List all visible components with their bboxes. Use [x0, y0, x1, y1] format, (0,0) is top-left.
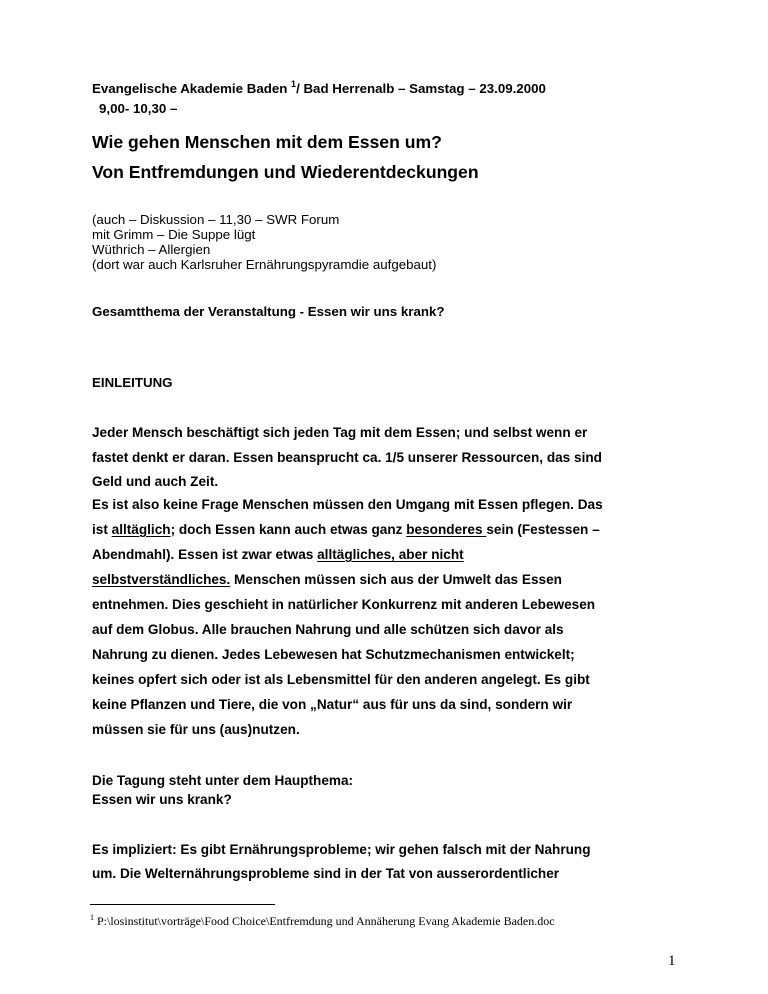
note-line: (auch – Diskussion – 11,30 – SWR Forum: [92, 212, 340, 227]
paragraph-line: müssen sie für uns (aus)nutzen.: [92, 722, 300, 737]
section-heading: EINLEITUNG: [92, 375, 173, 390]
header-line: Evangelische Akademie Baden $^1$/ Bad Herrenalb – Samstag – 23.09.2000: [92, 79, 546, 96]
paragraph-line: Abendmahl). Essen ist zwar etwas alltägliches, aber nicht: [92, 547, 464, 562]
paragraph-line: Die Tagung steht unter dem Haupthema:: [92, 773, 354, 788]
note-line: (dort war auch Karlsruher Ernährungspyramdie aufgebaut): [92, 257, 437, 272]
paragraph-line: Essen wir uns krank?: [92, 792, 232, 807]
paragraph-line: auf dem Globus. Alle brauchen Nahrung und alle schützen sich davor als: [92, 622, 564, 637]
paragraph-line: Jeder Mensch beschäftigt sich jeden Tag mit dem Essen; und selbst wenn er: [92, 425, 588, 440]
underlined-word: alltäglich: [111, 522, 171, 537]
paragraph-line: keine Pflanzen und Tiere, die von „Natur“ aus für uns da sind, sondern wir: [92, 697, 573, 712]
footnote: $^1$ P:\losinstitut\vorträge\Food Choice\Entfremdung und Annäherung Evang Akademie Baden.doc: [90, 913, 555, 928]
page-subtitle: Von Entfremdungen und Wiederentdeckungen: [92, 162, 479, 182]
underlined-phrase: selbstverständliches.: [92, 572, 231, 587]
note-line: Wüthrich – Allergien: [92, 242, 211, 257]
paragraph-line: selbstverständliches. Menschen müssen sich aus der Umwelt das Essen: [92, 572, 562, 587]
paragraph-line: Es impliziert: Es gibt Ernährungsprobleme; wir gehen falsch mit der Nahrung: [92, 842, 591, 857]
paragraph-line: entnehmen. Dies geschieht in natürlicher Konkurrenz mit anderen Lebewesen: [92, 597, 596, 612]
footnote-separator: [90, 904, 275, 905]
paragraph-line: ist alltäglich; doch Essen kann auch etwas ganz besonderes sein (Festessen –: [92, 522, 600, 537]
paragraph-line: Nahrung zu dienen. Jedes Lebewesen hat Schutzmechanismen entwickelt;: [92, 647, 575, 662]
underlined-word: besonderes: [406, 522, 487, 537]
page-number: 1: [668, 953, 676, 969]
note-line: mit Grimm – Die Suppe lügt: [92, 227, 256, 242]
paragraph-line: um. Die Welternährungsprobleme sind in der Tat von ausserordentlicher: [92, 866, 560, 881]
header-time: 9,00- 10,30 –: [99, 101, 178, 116]
overall-theme: Gesamtthema der Veranstaltung - Essen wir uns krank?: [92, 304, 445, 319]
paragraph-line: fastet denkt er daran. Essen beansprucht ca. 1/5 unserer Ressourcen, das sind: [92, 450, 602, 465]
footnote-reference[interactable]: 1: [291, 79, 297, 89]
underlined-phrase: alltägliches, aber nicht: [317, 547, 464, 562]
paragraph-line: Es ist also keine Frage Menschen müssen den Umgang mit Essen pflegen. Das: [92, 497, 603, 512]
paragraph-line: keines opfert sich oder ist als Lebensmittel für den anderen angelegt. Es gibt: [92, 672, 590, 687]
paragraph-line: Geld und auch Zeit.: [92, 474, 219, 489]
page-title: Wie gehen Menschen mit dem Essen um?: [92, 132, 442, 152]
